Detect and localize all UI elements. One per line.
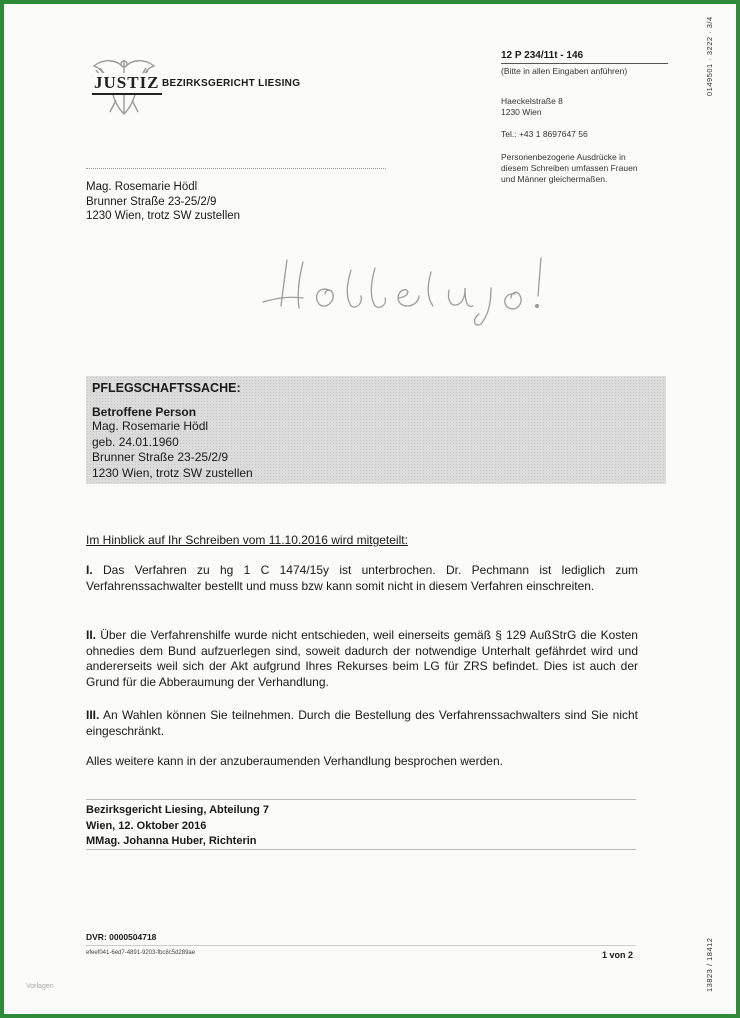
handwritten-note <box>259 250 559 330</box>
signature-date: Wien, 12. Oktober 2016 <box>86 819 207 832</box>
logo-wordmark: JUSTIZ <box>92 73 162 95</box>
case-number-underline <box>501 63 668 64</box>
gender-notice-line: diesem Schreiben umfassen Frauen <box>501 163 638 173</box>
recipient-city: 1230 Wien, trotz SW zustellen <box>86 210 241 222</box>
court-phone: Tel.: +43 1 8697647 56 <box>501 129 588 139</box>
gender-notice-line: und Männer gleichermaßen. <box>501 174 608 184</box>
recipient-street: Brunner Straße 23-25/2/9 <box>86 195 217 208</box>
recipient-name: Mag. Rosemarie Hödl <box>86 181 198 193</box>
paragraph-3 <box>86 708 638 739</box>
address-separator <box>86 168 386 169</box>
address-street: Haeckelstraße 8 <box>501 96 563 106</box>
court-name: BEZIRKSGERICHT LIESING <box>162 78 301 89</box>
signature-block <box>86 803 269 850</box>
paragraph-3-text: An Wahlen können Sie teilnehmen. Durch die Bestellung des Verfahrenssachwalters sind Sie nicht eingeschränkt. <box>86 708 638 738</box>
address-city: 1230 Wien <box>501 107 542 117</box>
affected-person-city: 1230 Wien, trotz SW zustellen <box>92 465 253 480</box>
affected-person-label: Betroffene Person <box>92 405 197 419</box>
affected-person-street: Brunner Straße 23-25/2/9 <box>92 450 229 464</box>
paragraph-2-text: Über die Verfahrenshilfe wurde nicht entschieden, weil einerseits gemäß § 129 AußStrG die Kosten ohnedies dem Bund aufzuerlegen sind, soweit dadurch der notwendige Unterhalt gefährdet wird und andererseits weil sich der Akt aufgrund Ihres Rekurses beim LG für ZRS befindet. Dies ist auch der Grund für die Abberaumung der Verhandlung. <box>86 628 638 689</box>
paragraph-1-text: Das Verfahren zu hg 1 C 1474/15y ist unterbrochen. Dr. Pechmann ist lediglich zum Verfahrenssachwalter bestellt und muss bzw kann somit nicht in diesem Verfahren einschreiten. <box>86 563 638 593</box>
page-number: 1 von 2 <box>602 950 634 960</box>
closing-sentence: Alles weitere kann in der anzuberaumenden Verhandlung besprochen werden. <box>86 754 503 768</box>
case-number-note: (Bitte in allen Eingaben anführen) <box>501 66 628 76</box>
letter-intro: Im Hinblick auf Ihr Schreiben vom 11.10.2016 wird mitgeteilt: <box>86 533 408 547</box>
signature-bottom-rule <box>86 849 636 850</box>
affected-person-details <box>92 419 253 481</box>
gender-notice <box>501 152 638 185</box>
paragraph-1-number: I. <box>86 563 93 577</box>
paragraph-2-number: II. <box>86 628 97 642</box>
dvr-number: DVR: 0000504718 <box>86 932 157 942</box>
signature-judge: MMag. Johanna Huber, Richterin <box>86 835 257 847</box>
recipient-address <box>86 180 240 224</box>
document-hash: efeef041-6ed7-4891-9203-fbc8c5d289ae <box>86 950 196 956</box>
case-type-title: PFLEGSCHAFTSSACHE: <box>92 381 241 395</box>
affected-person-name: Mag. Rosemarie Hödl <box>92 419 209 433</box>
side-code-top: 0149501 · 3222 · 3/4 <box>705 16 714 96</box>
affected-person-birth: geb. 24.01.1960 <box>92 434 179 449</box>
footer-rule <box>86 945 636 946</box>
paragraph-1 <box>86 563 638 594</box>
signature-court: Bezirksgericht Liesing, Abteilung 7 <box>86 804 269 816</box>
case-number: 12 P 234/11t - 146 <box>501 50 584 61</box>
signature-top-rule <box>86 799 636 800</box>
justiz-logo <box>86 56 162 116</box>
gender-notice-line: Personenbezogene Ausdrücke in <box>501 152 626 162</box>
paragraph-3-number: III. <box>86 708 100 722</box>
watermark-text: Vorlagen <box>26 983 54 990</box>
paragraph-2 <box>86 628 638 690</box>
side-code-bottom: 13823 / 18412 <box>705 937 714 992</box>
letter-page <box>4 4 736 1014</box>
court-address <box>501 96 563 118</box>
